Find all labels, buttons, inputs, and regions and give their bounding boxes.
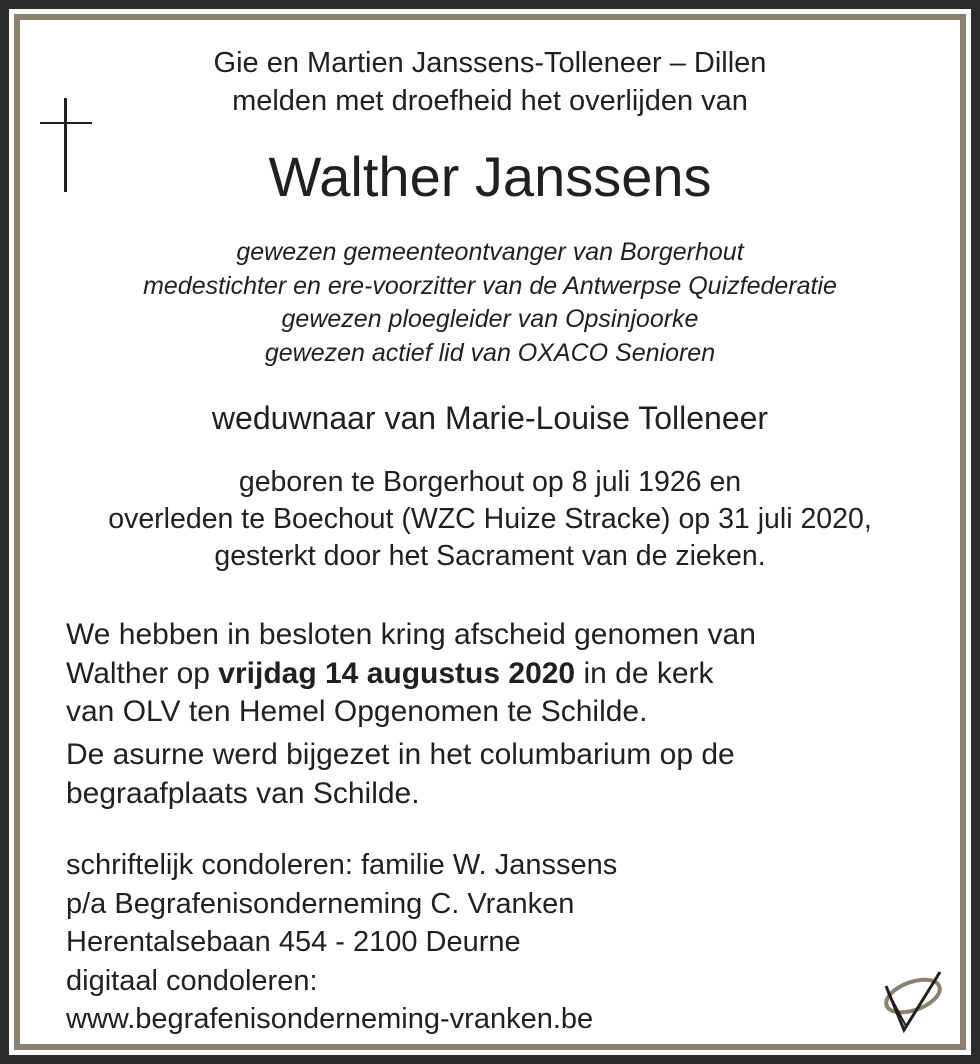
sacrament-line: gesterkt door het Sacrament van de zieken. — [214, 540, 766, 572]
title-line: medestichter en ere-voorzitter van de Antwerpse Quizfederatie — [143, 271, 837, 300]
farewell-line-2-pre: Walther op — [66, 656, 219, 690]
title-line: gewezen gemeenteontvanger van Borgerhout — [236, 238, 744, 266]
farewell-text — [66, 616, 756, 732]
contact-block — [66, 846, 617, 1039]
contact-website-link[interactable]: www.begrafenisonderneming-vranken.be — [66, 1003, 594, 1035]
death-line: overleden te Boechout (WZC Huize Stracke) op 31 juli 2020, — [108, 503, 872, 535]
title-line: gewezen actief lid van OXACO Senioren — [264, 338, 716, 367]
titles-list — [0, 236, 980, 370]
farewell-line-1: We hebben in besloten kring afscheid genomen van — [66, 618, 756, 651]
contact-company: p/a Begrafenisonderneming C. Vranken — [66, 887, 575, 920]
contact-address: Herentalsebaan 454 - 2100 Deurne — [66, 926, 521, 958]
farewell-line-2-post: in de kerk — [575, 656, 714, 690]
farewell-line-2 — [66, 655, 756, 694]
birth-line: geboren te Borgerhout op 8 juli 1926 en — [238, 466, 742, 498]
urn-text — [66, 736, 735, 813]
farewell-line-3: van OLV ten Hemel Opgenomen te Schilde. — [66, 695, 648, 728]
urn-line-2: begraafplaats van Schilde. — [66, 776, 420, 810]
urn-line-1: De asurne werd bijgezet in het columbarium op de — [66, 738, 735, 771]
birth-death-text — [0, 464, 980, 575]
intro-line-2: melden met droefheid het overlijden van — [232, 85, 748, 117]
widower-text: weduwnaar van Marie-Louise Tolleneer — [211, 400, 769, 436]
intro-line-1: Gie en Martien Janssens-Tolleneer – Dillen — [213, 47, 767, 79]
farewell-date: vrijdag 14 augustus 2020 — [218, 656, 576, 690]
title-line: gewezen ploegleider van Opsinjoorke — [281, 305, 699, 333]
vranken-logo-icon — [880, 968, 946, 1038]
intro-text — [0, 44, 980, 120]
contact-written: schriftelijk condoleren: familie W. Janssens — [66, 849, 618, 881]
contact-digital-label: digitaal condoleren: — [66, 964, 318, 997]
deceased-name: Walther Janssens — [268, 145, 712, 208]
